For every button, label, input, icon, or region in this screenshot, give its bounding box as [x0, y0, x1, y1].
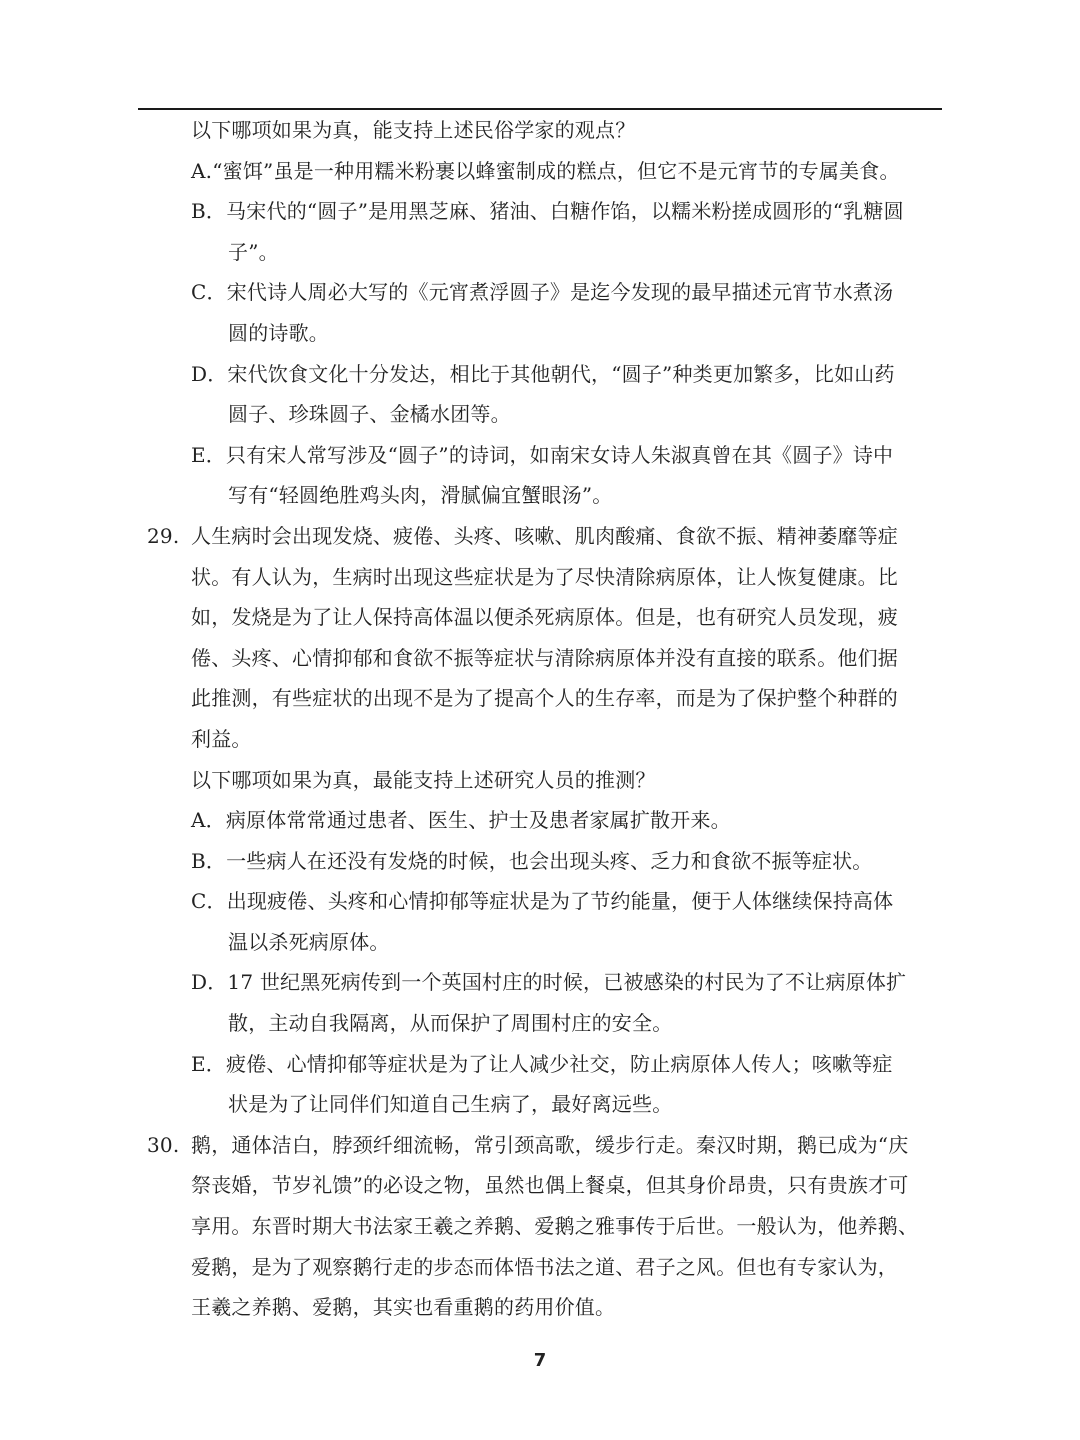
- q29-prompt: 以下哪项如果为真，最能支持上述研究人员的推测？: [191, 767, 656, 792]
- q28-prompt: 以下哪项如果为真，能支持上述民俗学家的观点？: [191, 118, 636, 142]
- q29-option-e-line1: E．疲倦、心情抑郁等症状是为了让人减少社交，防止病原体人传人；咳嗽等症: [191, 1051, 893, 1076]
- q29-option-a: A．病原体常常通过患者、医生、护士及患者家属扩散开来。: [191, 808, 731, 833]
- q30-stem-line2: 祭丧婚，节岁礼馈”的必设之物，虽然也偶上餐桌，但其身价昂贵，只有贵族才可: [191, 1173, 909, 1198]
- q28-option-b-line2: 子”。: [228, 239, 279, 264]
- q30-stem-text: 鹅，通体洁白，脖颈纤细流畅，常引颈高歌，缓步行走。秦汉时期，鹅已成为“庆: [191, 1132, 909, 1157]
- page-number: 7: [533, 1350, 547, 1371]
- page-content: [0, 110, 1080, 1328]
- q29-stem-text: 人生病时会出现发烧、疲倦、头疼、咳嗽、肌肉酸痛、食欲不振、精神萎靡等症: [191, 523, 898, 548]
- q29-option-d-line1: D．17 世纪黑死病传到一个英国村庄的时候，已被感染的村民为了不让病原体扩: [191, 970, 907, 995]
- q28-option-c-line1: C．宋代诗人周必大写的《元宵煮浮圆子》是迄今发现的最早描述元宵节水煮汤: [191, 280, 894, 305]
- q29-stem-line2: 状。有人认为，生病时出现这些症状是为了尽快清除病原体，让人恢复健康。比: [191, 564, 898, 589]
- q29-stem-line4: 倦、头疼、心情抑郁和食欲不振等症状与清除病原体并没有直接的联系。他们据: [191, 645, 898, 670]
- q28-option-c-line2: 圆的诗歌。: [228, 320, 329, 345]
- q29-number: 29.: [147, 523, 180, 548]
- q29-stem-line1: [0, 516, 1080, 557]
- q30-stem-line3: 享用。东晋时期大书法家王羲之养鹅、爱鹅之雅事传于后世。一般认为，他养鹅、: [191, 1214, 919, 1239]
- q29-option-d-line2: 散，主动自我隔离，从而保护了周围村庄的安全。: [228, 1011, 673, 1036]
- q30-stem-line4: 爱鹅，是为了观察鹅行走的步态而体悟书法之道、君子之风。但也有专家认为，: [191, 1254, 898, 1279]
- q28-option-d-line2: 圆子、珍珠圆子、金橘水团等。: [228, 402, 511, 427]
- q29-stem-line5: 此推测，有些症状的出现不是为了提高个人的生存率，而是为了保护整个种群的: [191, 686, 898, 711]
- q29-option-c-line1: C．出现疲倦、头疼和心情抑郁等症状是为了节约能量，便于人体继续保持高体: [191, 889, 894, 914]
- q29-stem-line3: 如，发烧是为了让人保持高体温以便杀死病原体。但是，也有研究人员发现，疲: [191, 605, 898, 630]
- q30-stem-line1: [0, 1125, 1080, 1166]
- q30-stem-line5: 王羲之养鹅、爱鹅，其实也看重鹅的药用价值。: [191, 1295, 616, 1320]
- q29-option-c-line2: 温以杀死病原体。: [228, 929, 390, 954]
- q28-option-d-line1: D．宋代饮食文化十分发达，相比于其他朝代，“圆子”种类更加繁多，比如山药: [191, 361, 895, 386]
- q29-stem-line6: 利益。: [191, 726, 252, 751]
- q28-option-b-line1: B．马宋代的“圆子”是用黑芝麻、猪油、白糖作馅，以糯米粉搓成圆形的“乳糖圆: [191, 199, 904, 224]
- q28-option-e-line1: E．只有宋人常写涉及“圆子”的诗词，如南宋女诗人朱淑真曾在其《圆子》诗中: [191, 442, 894, 467]
- q30-number: 30.: [147, 1132, 180, 1157]
- q28-option-e-line2: 写有“轻圆绝胜鸡头肉，滑腻偏宜蟹眼汤”。: [228, 483, 613, 508]
- q29-option-e-line2: 状是为了让同伴们知道自己生病了，最好离远些。: [228, 1092, 673, 1117]
- q28-option-a: A.“蜜饵”虽是一种用糯米粉裹以蜂蜜制成的糕点，但它不是元宵节的专属美食。: [191, 158, 900, 183]
- q29-option-b: B．一些病人在还没有发烧的时候，也会出现头疼、乏力和食欲不振等症状。: [191, 848, 873, 873]
